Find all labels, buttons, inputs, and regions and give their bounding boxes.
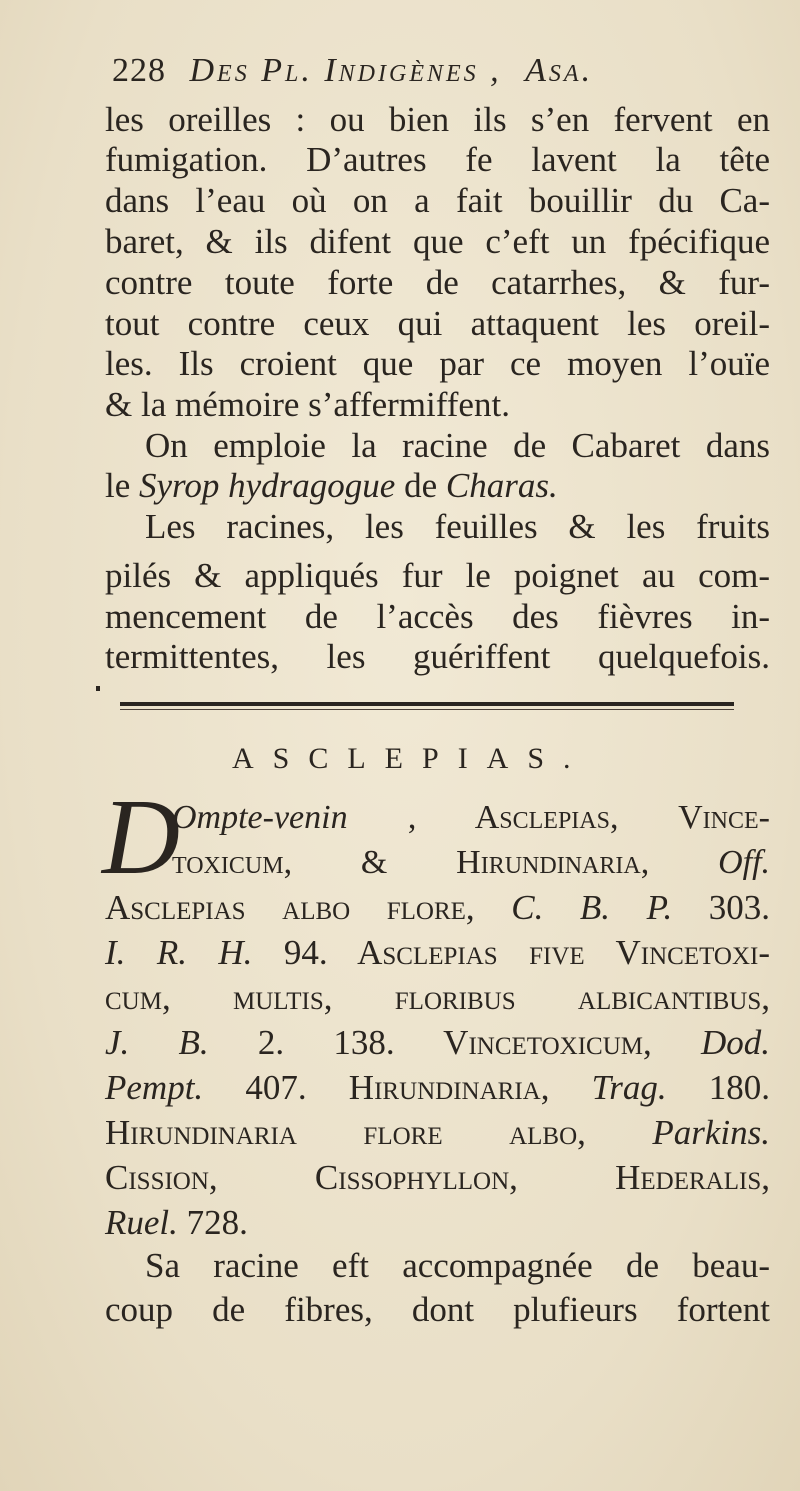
text-line: [105, 466, 770, 506]
section-title: ASCLEPIAS.: [232, 742, 590, 775]
text-span: , Asclepias, Vince-: [407, 799, 770, 836]
text-span: 180.: [708, 1068, 771, 1107]
text-span: le: [105, 466, 131, 505]
text-span: 2. 138. Vincetoxicum,: [257, 1023, 652, 1062]
italic-ref: Parkins.: [652, 1113, 770, 1152]
text-span: cum, multis, floribus albicantibus,: [105, 978, 770, 1017]
ink-dot: [96, 686, 100, 691]
italic-ref: Trag.: [591, 1068, 667, 1107]
italic-name: Ompte-venin: [172, 799, 348, 836]
text-line: contre toute forte de catarrhes, & fur-: [105, 263, 770, 302]
text-line: termittentes, les guériffent quelquefois.: [105, 637, 770, 676]
italic-ref: Pempt.: [105, 1068, 204, 1107]
text-line: [105, 1068, 770, 1108]
italic-ref: Off.: [718, 844, 771, 881]
section-rule: [120, 702, 734, 706]
text-line: fumigation. D’autres fe lavent la tête: [105, 140, 770, 179]
running-header: [112, 52, 593, 90]
text-line: les. Ils croient que par ce moyen l’ouïe: [105, 344, 770, 383]
text-line: [172, 843, 770, 883]
italic-ref: Ruel.: [105, 1203, 178, 1242]
text-line: [105, 888, 770, 928]
text-line: les oreilles : ou bien ils s’en fervent en: [105, 100, 770, 139]
text-line: [105, 1023, 770, 1063]
text-line: [105, 1203, 770, 1243]
text-span: 407. Hirundinaria,: [245, 1068, 550, 1107]
text-line: pilés & appliqués fur le poignet au com-: [105, 556, 770, 595]
text-span: 728.: [186, 1203, 248, 1242]
text-line: [105, 1113, 770, 1153]
text-line: baret, & ils difent que c’eft un fpécifique: [105, 222, 770, 261]
text-line: & la mémoire s’affermiffent.: [105, 385, 510, 424]
text-line: [105, 933, 770, 973]
text-span: Hirundinaria flore albo,: [105, 1113, 586, 1152]
text-line: On emploie la racine de Cabaret dans: [145, 426, 770, 465]
text-span: Cission, Cissophyllon, Hederalis,: [105, 1158, 770, 1197]
italic-ref: J. B.: [105, 1023, 209, 1062]
section-rule-thin: [120, 709, 734, 710]
text-span: toxicum, & Hirundinaria,: [172, 844, 650, 881]
text-span: de: [404, 466, 438, 505]
italic-author: Charas.: [445, 466, 558, 505]
italic-ref: Dod.: [700, 1023, 771, 1062]
page-number: 228: [112, 52, 166, 89]
text-line: [172, 798, 770, 838]
text-span: 94. Asclepias five Vincetoxi-: [283, 933, 771, 972]
drop-cap: D: [102, 778, 180, 897]
text-line: dans l’eau où on a fait bouillir du Ca-: [105, 181, 770, 220]
text-line: Les racines, les feuilles & les fruits: [145, 507, 770, 546]
italic-ref: I. R. H.: [105, 933, 253, 972]
italic-ref: C. B. P.: [511, 888, 673, 927]
section-abbrev: Asa.: [525, 52, 594, 89]
text-line: Sa racine eft accompagnée de beau-: [145, 1246, 770, 1285]
text-span: 303.: [708, 888, 771, 927]
text-span: Asclepias albo flore,: [105, 888, 475, 927]
running-title: Des Pl. Indigènes ,: [189, 52, 502, 89]
text-line: mencement de l’accès des fièvres in-: [105, 597, 770, 636]
italic-title: Syrop hydragogue: [139, 466, 396, 505]
text-line: tout contre ceux qui attaquent les oreil-: [105, 304, 770, 343]
text-line: coup de fibres, dont plufieurs fortent: [105, 1290, 770, 1329]
text-line: [105, 978, 770, 1018]
text-line: [105, 1158, 770, 1198]
